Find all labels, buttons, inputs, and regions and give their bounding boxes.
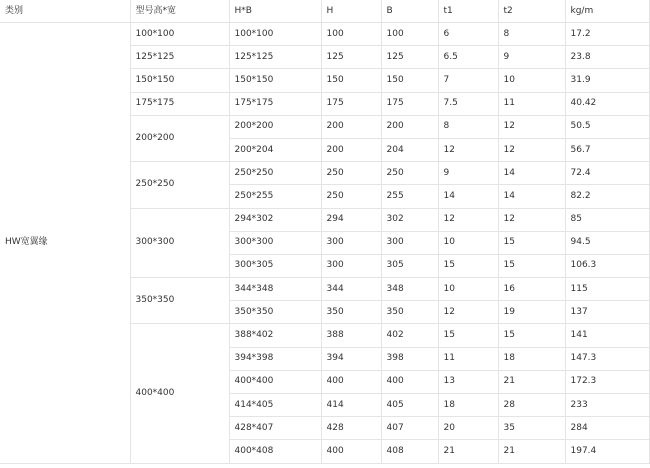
t2-cell: 14 xyxy=(498,185,565,208)
weight-cell: 233 xyxy=(565,394,649,417)
t2-cell: 9 xyxy=(498,46,565,69)
hxb-cell: 100*100 xyxy=(229,23,321,46)
header-weight: kg/m xyxy=(565,0,649,23)
t1-cell: 10 xyxy=(438,278,498,301)
weight-cell: 172.3 xyxy=(565,370,649,393)
weight-cell: 23.8 xyxy=(565,46,649,69)
weight-cell: 94.5 xyxy=(565,231,649,254)
t2-cell: 8 xyxy=(498,23,565,46)
model-cell: 100*100 xyxy=(130,23,229,46)
h-cell: 350 xyxy=(321,301,381,324)
t1-cell: 18 xyxy=(438,394,498,417)
h-cell: 250 xyxy=(321,185,381,208)
hxb-cell: 175*175 xyxy=(229,92,321,115)
hxb-cell: 200*204 xyxy=(229,138,321,161)
weight-cell: 141 xyxy=(565,324,649,347)
weight-cell: 82.2 xyxy=(565,185,649,208)
h-cell: 250 xyxy=(321,162,381,185)
t1-cell: 9 xyxy=(438,162,498,185)
weight-cell: 137 xyxy=(565,301,649,324)
h-cell: 300 xyxy=(321,231,381,254)
weight-cell: 40.42 xyxy=(565,92,649,115)
hxb-cell: 388*402 xyxy=(229,324,321,347)
h-cell: 400 xyxy=(321,370,381,393)
b-cell: 350 xyxy=(381,301,438,324)
t2-cell: 21 xyxy=(498,370,565,393)
weight-cell: 115 xyxy=(565,278,649,301)
b-cell: 348 xyxy=(381,278,438,301)
weight-cell: 17.2 xyxy=(565,23,649,46)
h-cell: 414 xyxy=(321,394,381,417)
hxb-cell: 414*405 xyxy=(229,394,321,417)
h-cell: 200 xyxy=(321,115,381,138)
hxb-cell: 428*407 xyxy=(229,417,321,440)
model-cell: 250*250 xyxy=(130,162,229,208)
t1-cell: 7.5 xyxy=(438,92,498,115)
t2-cell: 15 xyxy=(498,324,565,347)
b-cell: 398 xyxy=(381,347,438,370)
hxb-cell: 150*150 xyxy=(229,69,321,92)
table-header-row xyxy=(0,0,649,23)
model-cell: 400*400 xyxy=(130,324,229,463)
b-cell: 150 xyxy=(381,69,438,92)
b-cell: 405 xyxy=(381,394,438,417)
hxb-cell: 250*250 xyxy=(229,162,321,185)
t1-cell: 8 xyxy=(438,115,498,138)
hxb-cell: 400*400 xyxy=(229,370,321,393)
hxb-cell: 300*300 xyxy=(229,231,321,254)
t1-cell: 14 xyxy=(438,185,498,208)
b-cell: 125 xyxy=(381,46,438,69)
t1-cell: 12 xyxy=(438,208,498,231)
model-cell: 175*175 xyxy=(130,92,229,115)
t2-cell: 12 xyxy=(498,138,565,161)
t1-cell: 7 xyxy=(438,69,498,92)
hxb-cell: 400*408 xyxy=(229,440,321,463)
weight-cell: 284 xyxy=(565,417,649,440)
hxb-cell: 250*255 xyxy=(229,185,321,208)
h-cell: 200 xyxy=(321,138,381,161)
model-cell: 125*125 xyxy=(130,46,229,69)
weight-cell: 72.4 xyxy=(565,162,649,185)
h-cell: 344 xyxy=(321,278,381,301)
b-cell: 300 xyxy=(381,231,438,254)
hxb-cell: 350*350 xyxy=(229,301,321,324)
t2-cell: 11 xyxy=(498,92,565,115)
hxb-cell: 200*200 xyxy=(229,115,321,138)
t1-cell: 15 xyxy=(438,324,498,347)
header-model: 型号高*宽 xyxy=(130,0,229,23)
category-cell: HW宽翼缘 xyxy=(0,23,130,464)
b-cell: 255 xyxy=(381,185,438,208)
t2-cell: 18 xyxy=(498,347,565,370)
t2-cell: 15 xyxy=(498,231,565,254)
header-category: 类别 xyxy=(0,0,130,23)
h-cell: 400 xyxy=(321,440,381,463)
h-cell: 300 xyxy=(321,254,381,277)
hxb-cell: 294*302 xyxy=(229,208,321,231)
t2-cell: 15 xyxy=(498,254,565,277)
weight-cell: 31.9 xyxy=(565,69,649,92)
t2-cell: 10 xyxy=(498,69,565,92)
t2-cell: 14 xyxy=(498,162,565,185)
h-cell: 175 xyxy=(321,92,381,115)
b-cell: 204 xyxy=(381,138,438,161)
header-h: H xyxy=(321,0,381,23)
t2-cell: 16 xyxy=(498,278,565,301)
t1-cell: 12 xyxy=(438,301,498,324)
hxb-cell: 344*348 xyxy=(229,278,321,301)
b-cell: 250 xyxy=(381,162,438,185)
t2-cell: 19 xyxy=(498,301,565,324)
t1-cell: 6 xyxy=(438,23,498,46)
model-cell: 200*200 xyxy=(130,115,229,161)
weight-cell: 50.5 xyxy=(565,115,649,138)
b-cell: 402 xyxy=(381,324,438,347)
model-cell: 350*350 xyxy=(130,278,229,324)
header-hxb: H*B xyxy=(229,0,321,23)
hxb-cell: 125*125 xyxy=(229,46,321,69)
b-cell: 407 xyxy=(381,417,438,440)
t2-cell: 12 xyxy=(498,208,565,231)
h-cell: 294 xyxy=(321,208,381,231)
header-b: B xyxy=(381,0,438,23)
t1-cell: 13 xyxy=(438,370,498,393)
t1-cell: 10 xyxy=(438,231,498,254)
b-cell: 305 xyxy=(381,254,438,277)
b-cell: 400 xyxy=(381,370,438,393)
model-cell: 300*300 xyxy=(130,208,229,278)
table-body xyxy=(0,23,649,464)
b-cell: 100 xyxy=(381,23,438,46)
t2-cell: 21 xyxy=(498,440,565,463)
weight-cell: 106.3 xyxy=(565,254,649,277)
t1-cell: 15 xyxy=(438,254,498,277)
b-cell: 200 xyxy=(381,115,438,138)
weight-cell: 197.4 xyxy=(565,440,649,463)
t1-cell: 11 xyxy=(438,347,498,370)
weight-cell: 147.3 xyxy=(565,347,649,370)
header-t2: t2 xyxy=(498,0,565,23)
b-cell: 302 xyxy=(381,208,438,231)
t2-cell: 28 xyxy=(498,394,565,417)
t1-cell: 20 xyxy=(438,417,498,440)
h-cell: 100 xyxy=(321,23,381,46)
table-row xyxy=(0,23,649,46)
weight-cell: 56.7 xyxy=(565,138,649,161)
b-cell: 175 xyxy=(381,92,438,115)
h-cell: 150 xyxy=(321,69,381,92)
weight-cell: 85 xyxy=(565,208,649,231)
t1-cell: 12 xyxy=(438,138,498,161)
h-cell: 388 xyxy=(321,324,381,347)
model-cell: 150*150 xyxy=(130,69,229,92)
b-cell: 408 xyxy=(381,440,438,463)
t1-cell: 6.5 xyxy=(438,46,498,69)
hxb-cell: 300*305 xyxy=(229,254,321,277)
hxb-cell: 394*398 xyxy=(229,347,321,370)
header-t1: t1 xyxy=(438,0,498,23)
t1-cell: 21 xyxy=(438,440,498,463)
t2-cell: 12 xyxy=(498,115,565,138)
h-cell: 394 xyxy=(321,347,381,370)
h-cell: 428 xyxy=(321,417,381,440)
t2-cell: 35 xyxy=(498,417,565,440)
h-cell: 125 xyxy=(321,46,381,69)
